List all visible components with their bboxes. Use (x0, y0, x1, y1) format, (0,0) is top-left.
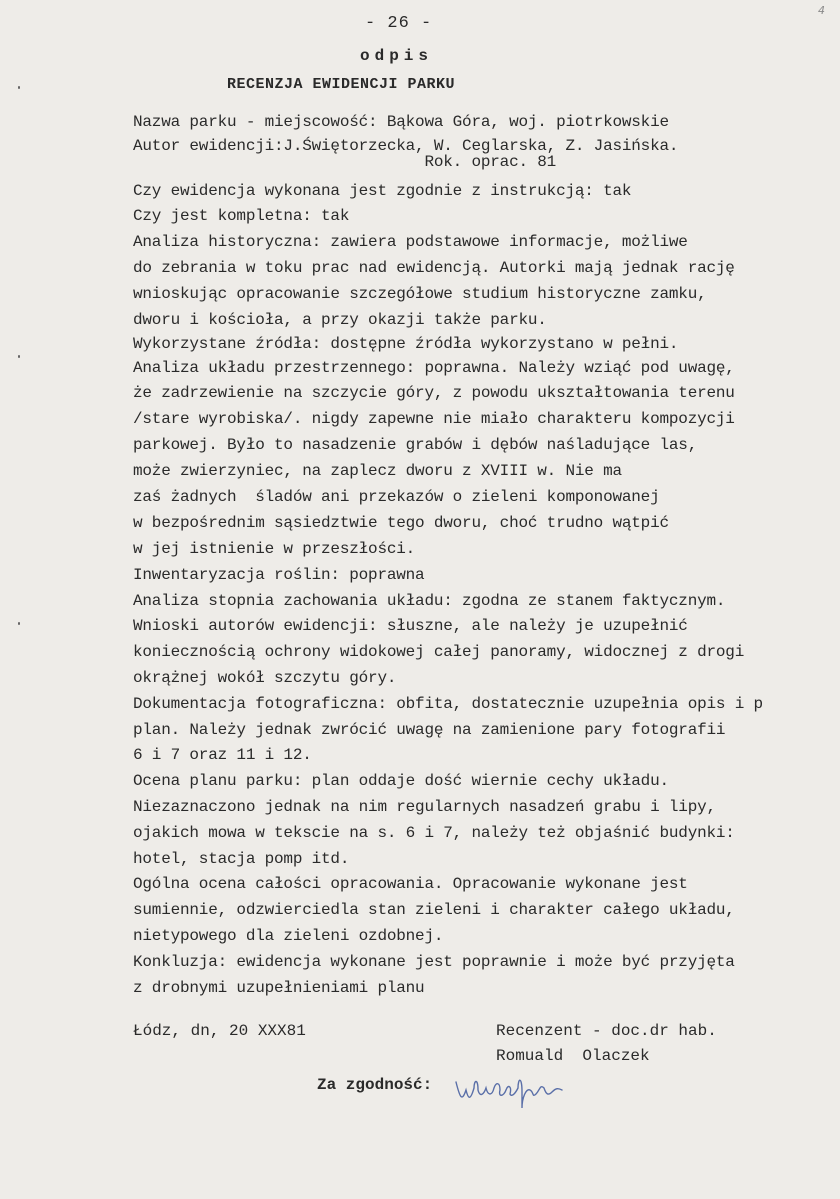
text-line: wnioskując opracowanie szczegółowe studium historyczne zamku, (133, 285, 707, 303)
text-line: Analiza układu przestrzennego: poprawna. Należy wziąć pod uwagę, (133, 359, 735, 377)
text-line: Ogólna ocena całości opracowania. Opracowanie wykonane jest (133, 875, 688, 893)
handwritten-signature (452, 1068, 572, 1118)
text-line: Czy ewidencja wykonana jest zgodnie z instrukcją: tak (133, 182, 632, 200)
text-line: hotel, stacja pomp itd. (133, 850, 350, 868)
text-line: Analiza historyczna: zawiera podstawowe informacje, możliwe (133, 233, 688, 251)
certification-label: Za zgodność: (317, 1076, 433, 1094)
punch-mark (18, 86, 20, 89)
text-line: ojakich mowa w tekscie na s. 6 i 7, należy też objaśnić budynki: (133, 824, 735, 842)
text-line: w jej istnienie w przeszłości. (133, 540, 416, 558)
text-line: koniecznością ochrony widokowej całej panoramy, widocznej z drogi (133, 643, 745, 661)
text-line: sumiennie, odzwierciedla stan zieleni i charakter całego układu, (133, 901, 735, 919)
text-line: Wykorzystane źródła: dostępne źródła wykorzystano w pełni. (133, 335, 679, 353)
text-line: Konkluzja: ewidencja wykonane jest poprawnie i może być przyjęta (133, 953, 735, 971)
punch-mark (18, 622, 20, 625)
text-line: może zwierzyniec, na zaplecz dworu z XVIII w. Nie ma (133, 462, 622, 480)
text-line: nietypowego dla zieleni ozdobnej. (133, 927, 444, 945)
page-number: - 26 - (365, 14, 433, 33)
text-line: Inwentaryzacja roślin: poprawna (133, 566, 425, 584)
text-line: 6 i 7 oraz 11 i 12. (133, 746, 312, 764)
text-line: dworu i kościoła, a przy okazji także parku. (133, 311, 547, 329)
punch-mark (18, 355, 20, 358)
reviewer-name: Romuald Olaczek (496, 1047, 650, 1065)
text-line: Niezaznaczono jednak na nim regularnych nasadzeń grabu i lipy, (133, 798, 716, 816)
text-line: /stare wyrobiska/. nigdy zapewne nie miało charakteru kompozycji (133, 410, 735, 428)
text-line: z drobnymi uzupełnieniami planu (133, 979, 425, 997)
text-line: w bezpośrednim sąsiedztwie tego dworu, choć trudno wątpić (133, 514, 669, 532)
text-line: Dokumentacja fotograficzna: obfita, dostatecznie uzupełnia opis i p (133, 695, 763, 713)
text-line: do zebrania w toku prac nad ewidencją. Autorki mają jednak rację (133, 259, 735, 277)
text-line: Autor ewidencji:J.Świętorzecka, W. Ceglarska, Z. Jasińska. (133, 137, 679, 155)
place-date: Łódz, dn, 20 XXX81 (133, 1022, 306, 1040)
text-line: zaś żadnych śladów ani przekazów o zieleni komponowanej (133, 488, 660, 506)
document-title: RECENZJA EWIDENCJI PARKU (227, 76, 456, 93)
text-line: Rok. oprac. 81 (133, 153, 557, 171)
text-line: Nazwa parku - miejscowość: Bąkowa Góra, woj. piotrkowskie (133, 113, 669, 131)
text-line: okrążnej wokół szczytu góry. (133, 669, 397, 687)
text-line: że zadrzewienie na szczycie góry, z powodu ukształtowania terenu (133, 384, 735, 402)
text-line: Ocena planu parku: plan oddaje dość wiernie cechy układu. (133, 772, 669, 790)
document-heading: odpis (360, 47, 434, 65)
reviewer-title: Recenzent - doc.dr hab. (496, 1022, 717, 1040)
text-line: parkowej. Było to nasadzenie grabów i dębów naśladujące las, (133, 436, 698, 454)
text-line: Wnioski autorów ewidencji: słuszne, ale należy je uzupełnić (133, 617, 688, 635)
text-line: Analiza stopnia zachowania układu: zgodna ze stanem faktycznym. (133, 592, 726, 610)
text-line: plan. Należy jednak zwrócić uwagę na zamienione pary fotografii (133, 721, 726, 739)
text-line: Czy jest kompletna: tak (133, 207, 350, 225)
corner-mark: 4 (818, 4, 825, 17)
